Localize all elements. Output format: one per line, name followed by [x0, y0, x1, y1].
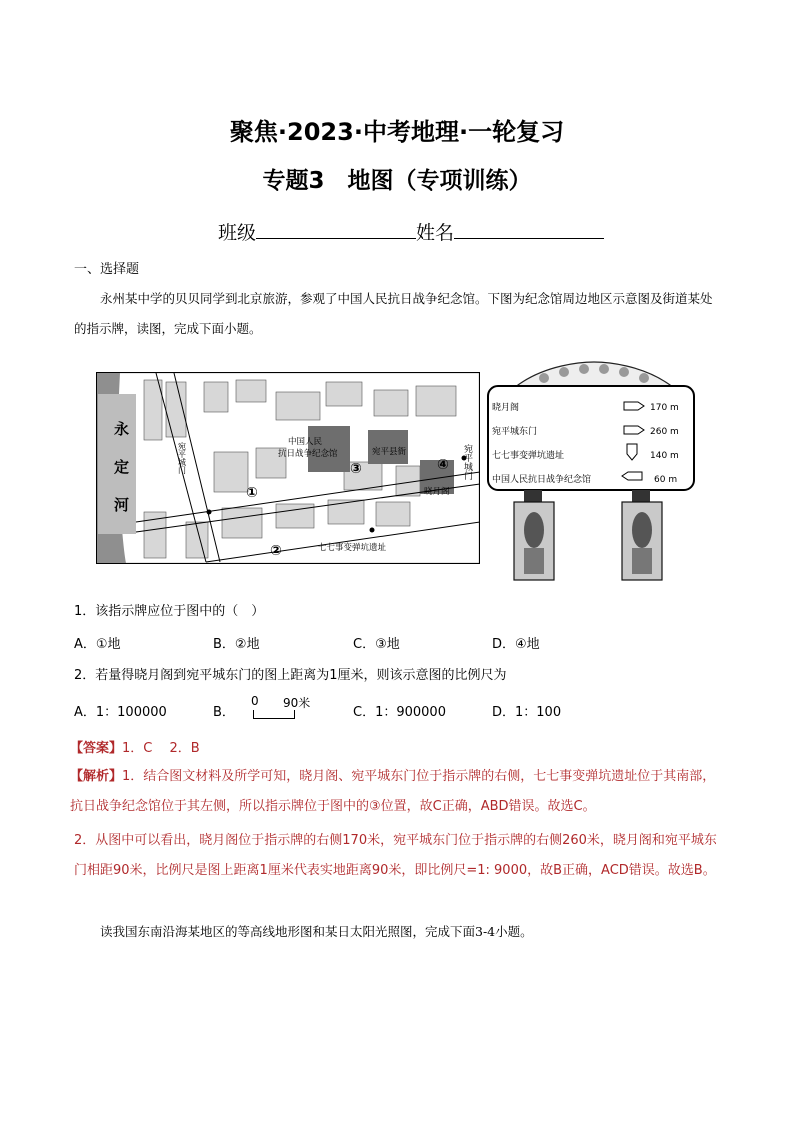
q1-stem: 1．该指示牌应位于图中的（ ） — [74, 604, 265, 619]
next-intro: 读我国东南沿海某地区的等高线地形图和某日太阳光照图，完成下面3-4小题。 — [100, 924, 533, 939]
intro-paragraph: 永州某中学的贝贝同学到北京旅游，参观了中国人民抗日战争纪念馆。下图为纪念馆周边地区示意图及街道某处的指示牌，读图，完成下面小题。 — [74, 291, 713, 336]
sign-row-3-dist: 140 m — [650, 451, 679, 461]
q2-stem: 2．若量得晓月阁到宛平城东门的图上距离为1厘米，则该示意图的比例尺为 — [74, 668, 507, 683]
analysis-p1 — [70, 762, 718, 822]
q1-option-a[interactable]: A．①地 — [74, 637, 121, 652]
sign-posts — [514, 490, 662, 580]
answer-text: 1．C 2．B — [122, 741, 200, 756]
scale-bar — [253, 710, 295, 719]
county-hall-label: 宛平县衙 — [372, 447, 407, 457]
river-char-2: 定 — [114, 458, 130, 476]
scale-zero: 0 — [251, 694, 259, 708]
class-name-line — [218, 218, 604, 245]
name-label: 姓名 — [416, 222, 455, 244]
scale-value: 90米 — [283, 696, 311, 710]
q2-option-a[interactable]: A．1：100000 — [74, 705, 167, 720]
sign-row-1-name: 晓月阁 — [492, 403, 520, 413]
name-blank — [454, 220, 604, 239]
museum-label-2: 抗日战争纪念馆 — [278, 449, 338, 459]
sign-row-1-dist: 170 m — [650, 403, 679, 413]
section-heading: 一、选择题 — [74, 262, 140, 277]
sign-row-3-name: 七七事变弹坑遗址 — [492, 451, 565, 461]
direction-sign — [484, 360, 706, 585]
sign-row-2-dist: 260 m — [650, 427, 679, 437]
river-char-1: 永 — [114, 420, 130, 438]
q2-option-c[interactable]: C．1：900000 — [353, 705, 446, 720]
marker-1: ① — [246, 485, 258, 501]
west-gate-label: 宛平城门 — [177, 442, 187, 474]
river-char-3: 河 — [114, 496, 130, 514]
sign-row-2-name: 宛平城东门 — [492, 427, 538, 437]
analysis-label: 【解析】 — [70, 769, 123, 784]
q1-option-d[interactable]: D．④地 — [492, 637, 540, 652]
q2-option-b-label[interactable]: B． — [213, 705, 235, 720]
sign-row-4-dist: 60 m — [654, 475, 678, 485]
sign-row-4-name: 中国人民抗日战争纪念馆 — [492, 475, 592, 485]
marker-4: ④ — [437, 457, 449, 473]
analysis-p1-text: 1．结合图文材料及所学可知，晓月阁、宛平城东门位于指示牌的右侧，七七事变弹坑遗址位于其南部，抗日战争纪念馆位于其左侧，所以指示牌位于图中的③位置，故C正确，ABD错误。故选C。 — [70, 769, 716, 814]
site-label: 七七事变弹坑遗址 — [318, 543, 387, 553]
q1-option-b[interactable]: B．②地 — [213, 637, 260, 652]
class-label: 班级 — [218, 222, 257, 244]
q2-option-d[interactable]: D．1：100 — [492, 705, 562, 720]
east-gate-label: 宛平城门 — [462, 444, 472, 480]
analysis-p2: 2．从图中可以看出，晓月阁位于指示牌的右侧170米，宛平城东门位于指示牌的右侧260米，晓月阁和宛平城东门相距90米，比例尺是图上距离1厘米代表实地距离90米，即比例尺=1: 9000，故B正确，ACD错误。故选B。 — [74, 833, 717, 878]
marker-2: ② — [270, 543, 282, 559]
q1-option-c[interactable]: C．③地 — [353, 637, 400, 652]
sign-crest — [514, 362, 674, 388]
answer-label: 【答案】 — [70, 741, 123, 756]
marker-3: ③ — [350, 461, 362, 477]
q2-option-b-scale[interactable] — [249, 694, 329, 724]
answer-line — [70, 737, 200, 756]
area-map — [96, 372, 480, 564]
page-title: 聚焦·2023·中考地理·一轮复习 — [229, 118, 565, 146]
pavilion-label: 晓月阁 — [424, 487, 450, 497]
museum-label-1: 中国人民 — [288, 437, 323, 447]
page-subtitle: 专题3 地图（专项训练） — [262, 168, 532, 194]
class-blank — [256, 220, 416, 239]
